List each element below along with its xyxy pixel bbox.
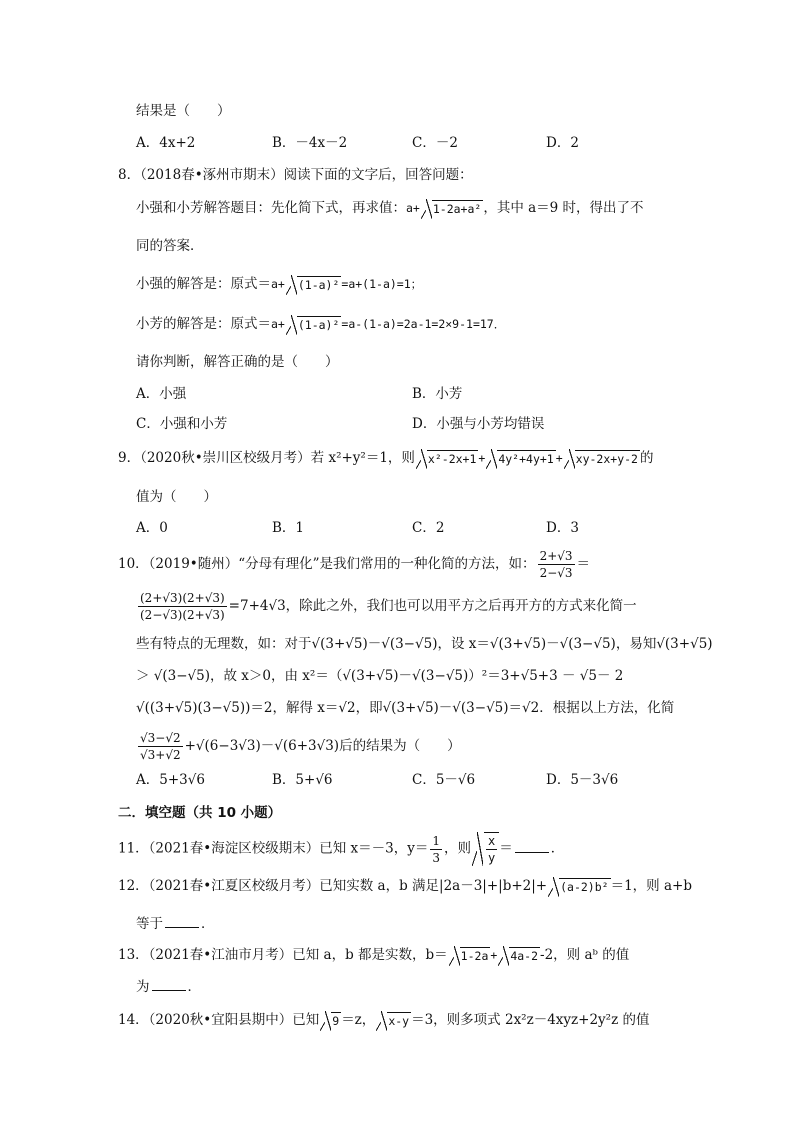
sqrt-symbol <box>548 877 610 897</box>
q13-line2 <box>136 977 201 997</box>
q10-text: 10．（2019•随州）“分母有理化”是我们常用的一种化简的方法，如： <box>118 556 536 572</box>
q8-question: 请你判断，解答正确的是（ ） <box>136 354 339 370</box>
q12-text: 12．（2021春•江夏区校级月考）已知实数 a，b 满足|2a－3|+|b+2|+ <box>118 878 548 894</box>
numerator: x <box>488 834 496 848</box>
denominator: y <box>488 851 496 865</box>
sqrt-symbol <box>472 832 499 866</box>
q8-option-d: D．小强与小芳均错误 <box>412 416 545 432</box>
denominator: 2−√3 <box>539 566 573 580</box>
sqrt-symbol <box>320 1011 341 1031</box>
q14-text: ＝z， <box>341 1012 376 1028</box>
q10-text: +√(6−3√3)－√(6+3√3)后的结果为（ ） <box>184 738 461 754</box>
q8-expr: =a+(1-a)=1； <box>341 277 423 291</box>
q8-radicand: (1-a)² <box>297 277 340 292</box>
sqrt-symbol <box>449 946 491 966</box>
q8-stem: 8．（2018春•涿州市期末）阅读下面的文字后，回答问题： <box>118 167 473 183</box>
q8-text: ，其中 a＝9 时，得出了不 <box>483 200 644 216</box>
q9-radicand: 4y²+4y+1 <box>498 451 554 466</box>
q12-radicand: (a-2)b² <box>560 879 609 894</box>
q13-stem <box>118 945 629 966</box>
q8-expr: a+ <box>406 201 420 215</box>
q7-option-a: A．4x+2 <box>136 135 196 151</box>
q9-radicand: xy-2x+y-2 <box>575 451 638 466</box>
q13-radicand: 1-2a <box>460 948 489 963</box>
q12-text: ＝1，则 a+b <box>610 878 692 894</box>
q9-option-a: A．0 <box>136 520 168 536</box>
q8-xiaofang-answer <box>136 314 505 335</box>
q8-text: 小强的解答是：原式＝ <box>136 276 271 292</box>
q8-option-b: B．小芳 <box>412 386 463 402</box>
q10-line4: ＞ √(3−√5)，故 x＞0，由 x²＝（√(3+√5)－√(3−√5)）²＝3+√5+3 － √5－ 2 <box>136 668 624 684</box>
q9-stem: 9．（2020秋•崇川区校级月考）若 x²+y²＝1，则 x²-2x+1 + 4y²+4y+1 + xy-2x+y-2 的 <box>118 448 653 469</box>
q9-option-b: B．1 <box>272 520 305 536</box>
q7-option-b: B．－4x－2 <box>272 135 348 151</box>
answer-blank[interactable] <box>165 915 199 928</box>
sqrt-symbol <box>286 315 342 335</box>
q10-line2 <box>136 590 637 623</box>
q13-text: -2，则 aᵇ 的值 <box>540 947 630 963</box>
q8-line3: 同的答案． <box>136 238 204 254</box>
q10-fraction <box>538 548 575 581</box>
q10-line3: 些有特点的无理数，如：对于√(3+√5)－√(3−√5)，设 x＝√(3+√5)－√(3−√5)，易知√(3+√5) <box>136 636 713 652</box>
numerator: 2+√3 <box>539 549 573 563</box>
denominator: √3+√2 <box>140 748 181 762</box>
sqrt-symbol <box>498 946 540 966</box>
q13-plus: + <box>490 948 498 962</box>
section-title-fill-blank: 二．填空题（共 10 小题） <box>118 805 282 821</box>
q8-expr: a+ <box>271 317 285 331</box>
numerator: (2+√3)(2+√3) <box>140 591 225 605</box>
q13-text: 为 <box>136 979 150 995</box>
q11-stem <box>118 832 564 866</box>
q7-option-c: C．－2 <box>412 135 458 151</box>
q9-option-c: C．2 <box>412 520 445 536</box>
q11-text: 11．（2021春•海淀区校级期末）已知 x＝－3，y＝ <box>118 840 429 857</box>
q14-radicand: x-y <box>388 1013 410 1028</box>
sqrt-symbol <box>376 1011 411 1031</box>
q11-text: ＝ <box>499 840 513 857</box>
q14-radicand: 9 <box>332 1013 340 1028</box>
q13-text: 13．（2021春•江油市月考）已知 a，b 都是实数，b＝ <box>118 947 448 963</box>
q14-stem <box>118 1010 650 1031</box>
q8-radicand: 1-2a+a² <box>432 201 482 216</box>
denominator: (2−√3)(2+√3) <box>140 608 225 622</box>
q13-radicand: 4a-2 <box>510 948 539 963</box>
q10-option-d: D．5－3√6 <box>546 772 619 788</box>
denominator: 3 <box>432 850 441 865</box>
q7-option-d: D．2 <box>546 135 579 151</box>
q10-option-b: B．5+√6 <box>272 772 333 788</box>
q10-text: ＝ <box>576 556 591 572</box>
q8-text: 小强和小芳解答题目：先化简下式，再求值： <box>136 200 406 216</box>
sqrt-symbol <box>416 449 478 469</box>
answer-blank[interactable] <box>515 840 549 853</box>
q8-option-a: A．小强 <box>136 386 187 402</box>
q9-text: 9．（2020秋•崇川区校级月考）若 x²+y²＝1，则 <box>118 450 415 466</box>
q11-fraction <box>430 833 442 866</box>
q10-line5: √((3+√5)(3−√5))＝2，解得 x＝√2，即√(3+√5)－√(3−√5)＝√2．根据以上方法，化简 <box>136 700 675 716</box>
q10-fraction <box>138 730 183 763</box>
q10-fraction <box>138 590 227 623</box>
q8-option-c: C．小强和小芳 <box>136 416 228 432</box>
q8-expr: a+ <box>271 277 285 291</box>
q12-stem <box>118 876 692 897</box>
q7-line1: 结果是（ ） <box>136 103 231 119</box>
q10-option-c: C．5－√6 <box>412 772 476 788</box>
q9-radicand: x²-2x+1 <box>427 451 477 466</box>
q13-text: ． <box>187 979 201 995</box>
answer-blank[interactable] <box>152 978 186 991</box>
q9-option-d: D．3 <box>546 520 579 536</box>
q12-text: ． <box>201 916 215 932</box>
sqrt-symbol <box>421 199 483 219</box>
q12-text: 等于 <box>136 916 163 932</box>
q9-line2: 值为（ ） <box>136 489 217 505</box>
sqrt-symbol <box>286 275 342 295</box>
q8-xiaoqiang-answer <box>136 274 422 295</box>
q11-text: ，则 <box>444 840 472 857</box>
q8-text: 小芳的解答是：原式＝ <box>136 316 271 332</box>
q9-text: 的 <box>639 450 654 466</box>
q8-expr: =a-(1-a)=2a-1=2×9-1=17． <box>341 317 506 331</box>
numerator: 1 <box>432 833 441 848</box>
q8-line2 <box>136 198 644 219</box>
q14-text: 14．（2020秋•宜阳县期中）已知 <box>118 1012 320 1028</box>
q10-text: =7+4√3，除此之外，我们也可以用平方之后再开方的方式来化简一 <box>228 598 637 614</box>
sqrt-symbol <box>486 449 555 469</box>
q11-text: ． <box>550 840 565 857</box>
q10-line6 <box>136 730 461 763</box>
q12-line2 <box>136 914 215 934</box>
q14-text: ＝3，则多项式 2x²z－4xyz+2y²z 的值 <box>411 1012 650 1028</box>
numerator: √3−√2 <box>140 731 181 745</box>
sqrt-symbol <box>564 449 640 469</box>
q10-option-a: A．5+3√6 <box>136 772 205 788</box>
q8-radicand: (1-a)² <box>297 317 340 332</box>
q10-stem <box>118 548 590 581</box>
